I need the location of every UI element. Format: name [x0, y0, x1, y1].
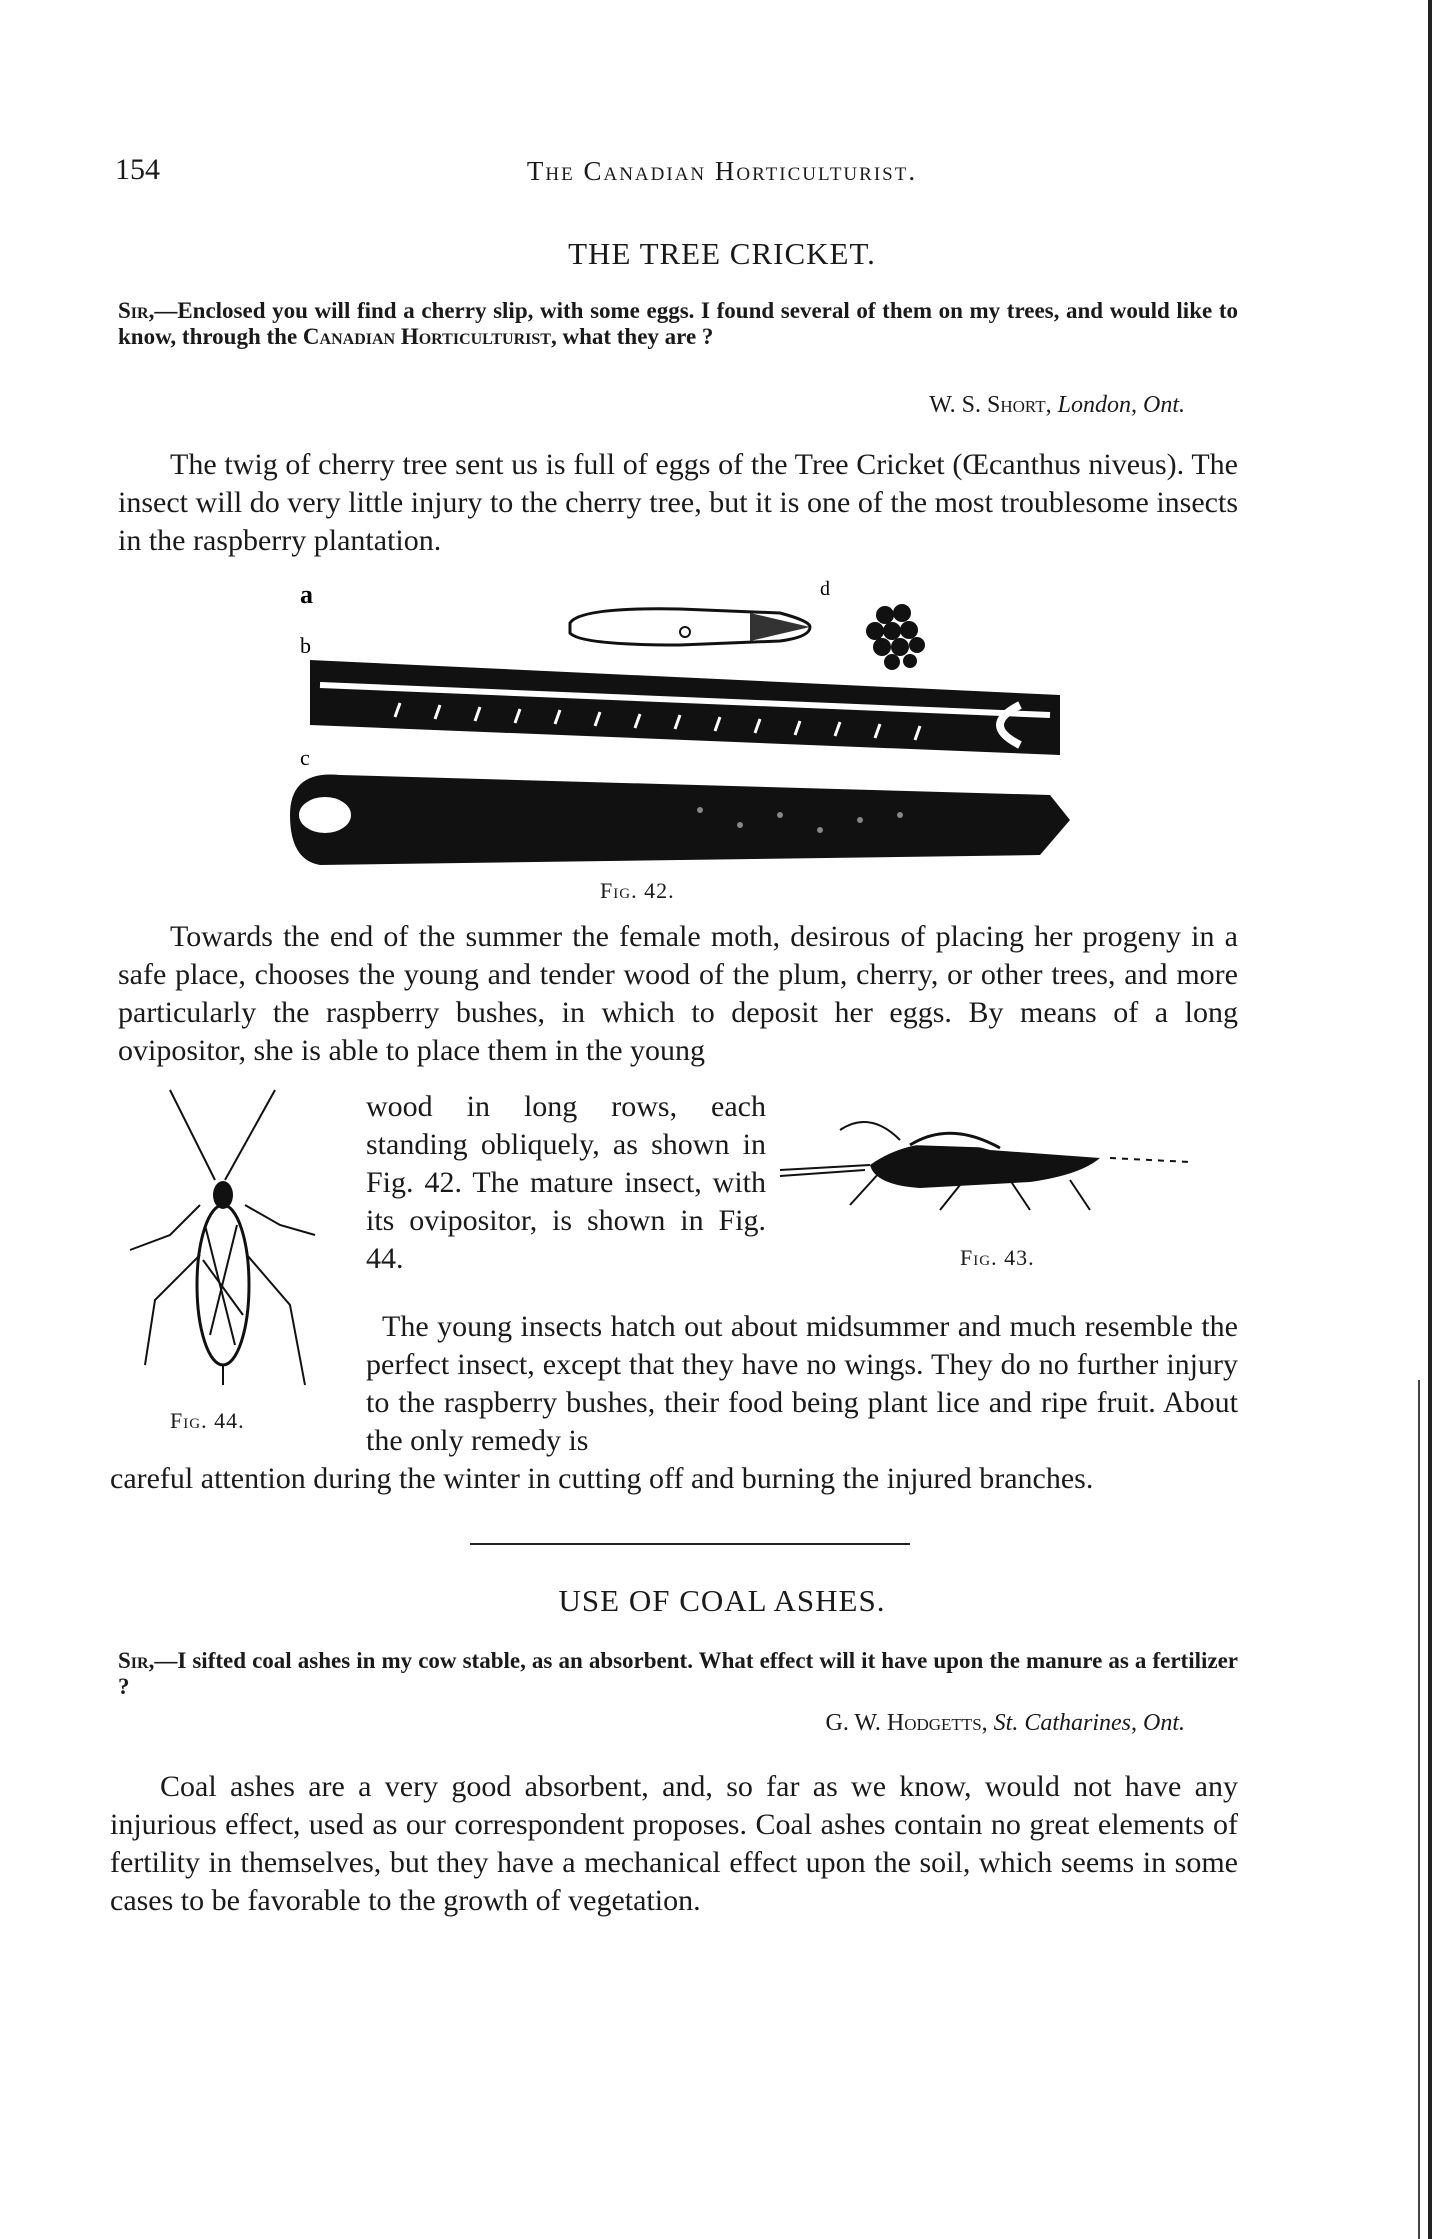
- letter-text: —Enclosed you will find a cherry slip, with some eggs. I found several of them on my trees, and would like to know, through the: [118, 298, 1238, 349]
- fig42-illustration: [280, 575, 1100, 875]
- paragraph-tree-cricket-3-end: careful attention during the winter in cutting off and burning the injured branches.: [110, 1462, 1094, 1495]
- section-title-coal-ashes: USE OF COAL ASHES.: [558, 1583, 886, 1618]
- paragraph-tree-cricket-3: The young insects hatch out about midsummer and much resemble the perfect insect, except that they have no wings. They do no further injury to the raspberry bushes, their food being plant lice and ripe fruit. About the only remedy is: [366, 1310, 1238, 1457]
- paragraph-tree-cricket-2: Towards the end of the summer the female moth, desirous of placing her progeny in a safe place, chooses the young and tender wood of the plum, cherry, or other trees, and more particularly the raspberry bushes, in which to deposit her eggs. By means of a long ovipositor, she is able to place them in the young: [118, 920, 1238, 1067]
- letter-coal-ashes: [118, 1648, 1238, 1700]
- signature-short: [600, 392, 1185, 419]
- signature-name: W. S. Short,: [929, 392, 1052, 418]
- twig-exterior-drawing: [290, 775, 1070, 866]
- letter-journal-name: Canadian Horticulturist: [302, 324, 551, 349]
- fig42-label-c: c: [300, 745, 310, 770]
- section-title-tree-cricket: THE TREE CRICKET.: [568, 236, 876, 271]
- signature-name: G. W. Hodgetts,: [825, 1710, 988, 1736]
- single-egg-drawing: [570, 609, 810, 645]
- fig43-caption: Fig. 43.: [960, 1245, 1035, 1270]
- letter-tree-cricket: [118, 298, 1238, 350]
- scan-edge-line-inner: [1418, 1380, 1420, 2239]
- fig42-label-b: b: [300, 633, 311, 658]
- scan-edge-line: [1428, 0, 1432, 2239]
- paragraph-tree-cricket-1: The twig of cherry tree sent us is full of eggs of the Tree Cricket (Œcanthus niveus). The insect will do very little injury to the cherry tree, but it is one of the most troublesome insects in the raspberry plantation.: [118, 448, 1238, 557]
- letter-salutation: Sir,: [118, 1648, 155, 1673]
- paragraph-tree-cricket-2-mid: wood in long rows, each standing obliquely, as shown in Fig. 42. The mature insect, with its ovipositor, is shown in Fig. 44.: [366, 1090, 766, 1275]
- fig44-caption: Fig. 44.: [170, 1408, 245, 1433]
- paragraph-coal-ashes-1: Coal ashes are a very good absorbent, and, so far as we know, would not have any injurious effect, used as our correspondent proposes. Coal ashes contain no great elements of fertility in themselves, but they have a mechanical effect upon the soil, which seems in some cases to be favorable to the growth of vegetation.: [110, 1770, 1238, 1917]
- egg-cluster-drawing: [866, 604, 925, 670]
- fig42-label-d: d: [820, 578, 830, 600]
- section-divider-rule: [470, 1543, 910, 1545]
- page-number: 154: [115, 153, 160, 186]
- letter-salutation: Sir,: [118, 298, 155, 323]
- signature-place: St. Catharines, Ont.: [993, 1710, 1185, 1736]
- running-title: The Canadian Horticulturist.: [526, 156, 918, 186]
- signature-hodgetts: [560, 1710, 1185, 1737]
- fig42-caption: Fig. 42.: [600, 878, 675, 903]
- signature-place: London, Ont.: [1057, 392, 1185, 418]
- letter-end: , what they are ?: [550, 324, 714, 349]
- fig42-label-a: a: [300, 580, 313, 609]
- letter-text: —I sifted coal ashes in my cow stable, as an absorbent. What effect will it have upon the manure as a fertilizer ?: [118, 1648, 1238, 1699]
- fig43-illustration: [780, 1110, 1200, 1220]
- fig44-illustration: [115, 1085, 360, 1395]
- twig-cross-section-drawing: [310, 660, 1060, 755]
